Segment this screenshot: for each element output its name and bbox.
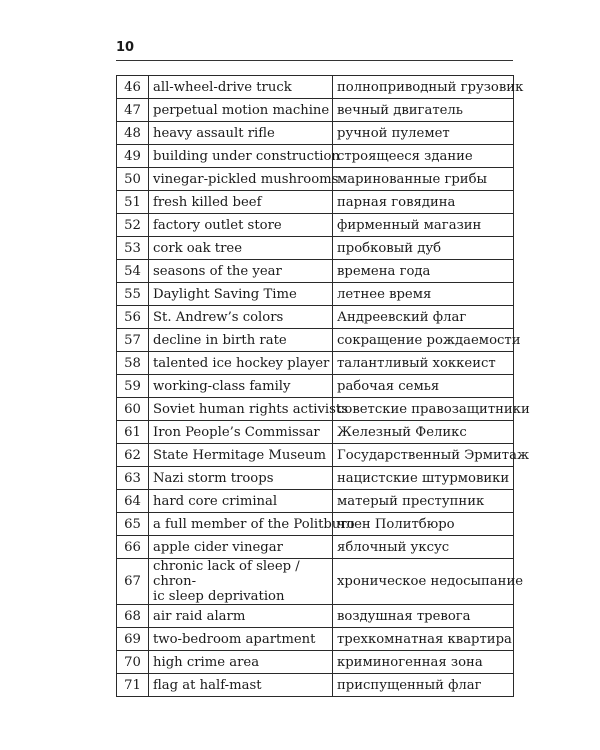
english-term: St. Andrew’s colors	[149, 306, 333, 329]
english-term: fresh killed beef	[149, 191, 333, 214]
table-row	[117, 191, 514, 214]
english-term: Daylight Saving Time	[149, 283, 333, 306]
russian-term: сокращение рождаемости	[333, 329, 514, 352]
row-number: 70	[117, 651, 149, 674]
table-row	[117, 283, 514, 306]
table-row	[117, 99, 514, 122]
russian-term: Андреевский флаг	[333, 306, 514, 329]
table-row	[117, 605, 514, 628]
english-term: vinegar-pickled mushrooms	[149, 168, 333, 191]
table-row	[117, 421, 514, 444]
table-row	[117, 306, 514, 329]
row-number: 55	[117, 283, 149, 306]
row-number: 49	[117, 145, 149, 168]
english-term: flag at half-mast	[149, 674, 333, 697]
english-term: talented ice hockey player	[149, 352, 333, 375]
table-row	[117, 536, 514, 559]
row-number: 65	[117, 513, 149, 536]
russian-term: полноприводный грузовик	[333, 76, 514, 99]
russian-term: нацистские штурмовики	[333, 467, 514, 490]
page-number: 10	[116, 40, 135, 55]
row-number: 56	[117, 306, 149, 329]
row-number: 71	[117, 674, 149, 697]
row-number: 64	[117, 490, 149, 513]
english-term: perpetual motion machine	[149, 99, 333, 122]
russian-term: советские правозащитники	[333, 398, 514, 421]
table-row	[117, 628, 514, 651]
english-term: Nazi storm troops	[149, 467, 333, 490]
table-row	[117, 398, 514, 421]
english-term: decline in birth rate	[149, 329, 333, 352]
table-row	[117, 375, 514, 398]
english-term: two-bedroom apartment	[149, 628, 333, 651]
english-term: working-class family	[149, 375, 333, 398]
row-number: 58	[117, 352, 149, 375]
row-number: 67	[117, 559, 149, 605]
russian-term: хроническое недосыпание	[333, 559, 514, 605]
russian-term: пробковый дуб	[333, 237, 514, 260]
english-term: State Hermitage Museum	[149, 444, 333, 467]
table-row	[117, 490, 514, 513]
table-row	[117, 444, 514, 467]
russian-term: рабочая семья	[333, 375, 514, 398]
russian-term: талантливый хоккеист	[333, 352, 514, 375]
russian-term: ручной пулемет	[333, 122, 514, 145]
english-term-line: ic sleep deprivation	[153, 589, 285, 604]
russian-term: вечный двигатель	[333, 99, 514, 122]
russian-term: времена года	[333, 260, 514, 283]
russian-term: летнее время	[333, 283, 514, 306]
russian-term: маринованные грибы	[333, 168, 514, 191]
english-term: seasons of the year	[149, 260, 333, 283]
row-number: 52	[117, 214, 149, 237]
table-row	[117, 651, 514, 674]
row-number: 57	[117, 329, 149, 352]
row-number: 46	[117, 76, 149, 99]
row-number: 68	[117, 605, 149, 628]
row-number: 53	[117, 237, 149, 260]
table-row	[117, 145, 514, 168]
english-term: Soviet human rights activists	[149, 398, 333, 421]
russian-term: матерый преступник	[333, 490, 514, 513]
table-row	[117, 467, 514, 490]
row-number: 48	[117, 122, 149, 145]
russian-term: строящееся здание	[333, 145, 514, 168]
english-term: cork oak tree	[149, 237, 333, 260]
english-term: all-wheel-drive truck	[149, 76, 333, 99]
table-row	[117, 329, 514, 352]
russian-term: приспущенный флаг	[333, 674, 514, 697]
russian-term: член Политбюро	[333, 513, 514, 536]
row-number: 69	[117, 628, 149, 651]
table-row	[117, 214, 514, 237]
table-row	[117, 513, 514, 536]
vocabulary-table	[116, 75, 530, 697]
english-term: building under construction	[149, 145, 333, 168]
table-row	[117, 559, 514, 605]
row-number: 63	[117, 467, 149, 490]
russian-term: фирменный магазин	[333, 214, 514, 237]
russian-term: яблочный уксус	[333, 536, 514, 559]
row-number: 61	[117, 421, 149, 444]
russian-term: Государственный Эрмитаж	[333, 444, 514, 467]
table-row	[117, 168, 514, 191]
russian-term: Железный Феликс	[333, 421, 514, 444]
row-number: 47	[117, 99, 149, 122]
row-number: 51	[117, 191, 149, 214]
table-row	[117, 352, 514, 375]
english-term: air raid alarm	[149, 605, 333, 628]
english-term: Iron People’s Commissar	[149, 421, 333, 444]
row-number: 66	[117, 536, 149, 559]
english-term: apple cider vinegar	[149, 536, 333, 559]
russian-term: парная говядина	[333, 191, 514, 214]
table-row	[117, 674, 514, 697]
russian-term: трехкомнатная квартира	[333, 628, 514, 651]
table-row	[117, 122, 514, 145]
table-row	[117, 260, 514, 283]
english-term-line: chronic lack of sleep / chron-	[153, 559, 300, 589]
russian-term: воздушная тревога	[333, 605, 514, 628]
table-row	[117, 237, 514, 260]
row-number: 60	[117, 398, 149, 421]
row-number: 54	[117, 260, 149, 283]
english-term: hard core criminal	[149, 490, 333, 513]
table-row	[117, 76, 514, 99]
row-number: 59	[117, 375, 149, 398]
header-rule	[116, 60, 513, 61]
russian-term: криминогенная зона	[333, 651, 514, 674]
english-term: a full member of the Politburo	[149, 513, 333, 536]
english-term: heavy assault rifle	[149, 122, 333, 145]
english-term: high crime area	[149, 651, 333, 674]
row-number: 50	[117, 168, 149, 191]
english-term	[149, 559, 333, 605]
english-term: factory outlet store	[149, 214, 333, 237]
row-number: 62	[117, 444, 149, 467]
